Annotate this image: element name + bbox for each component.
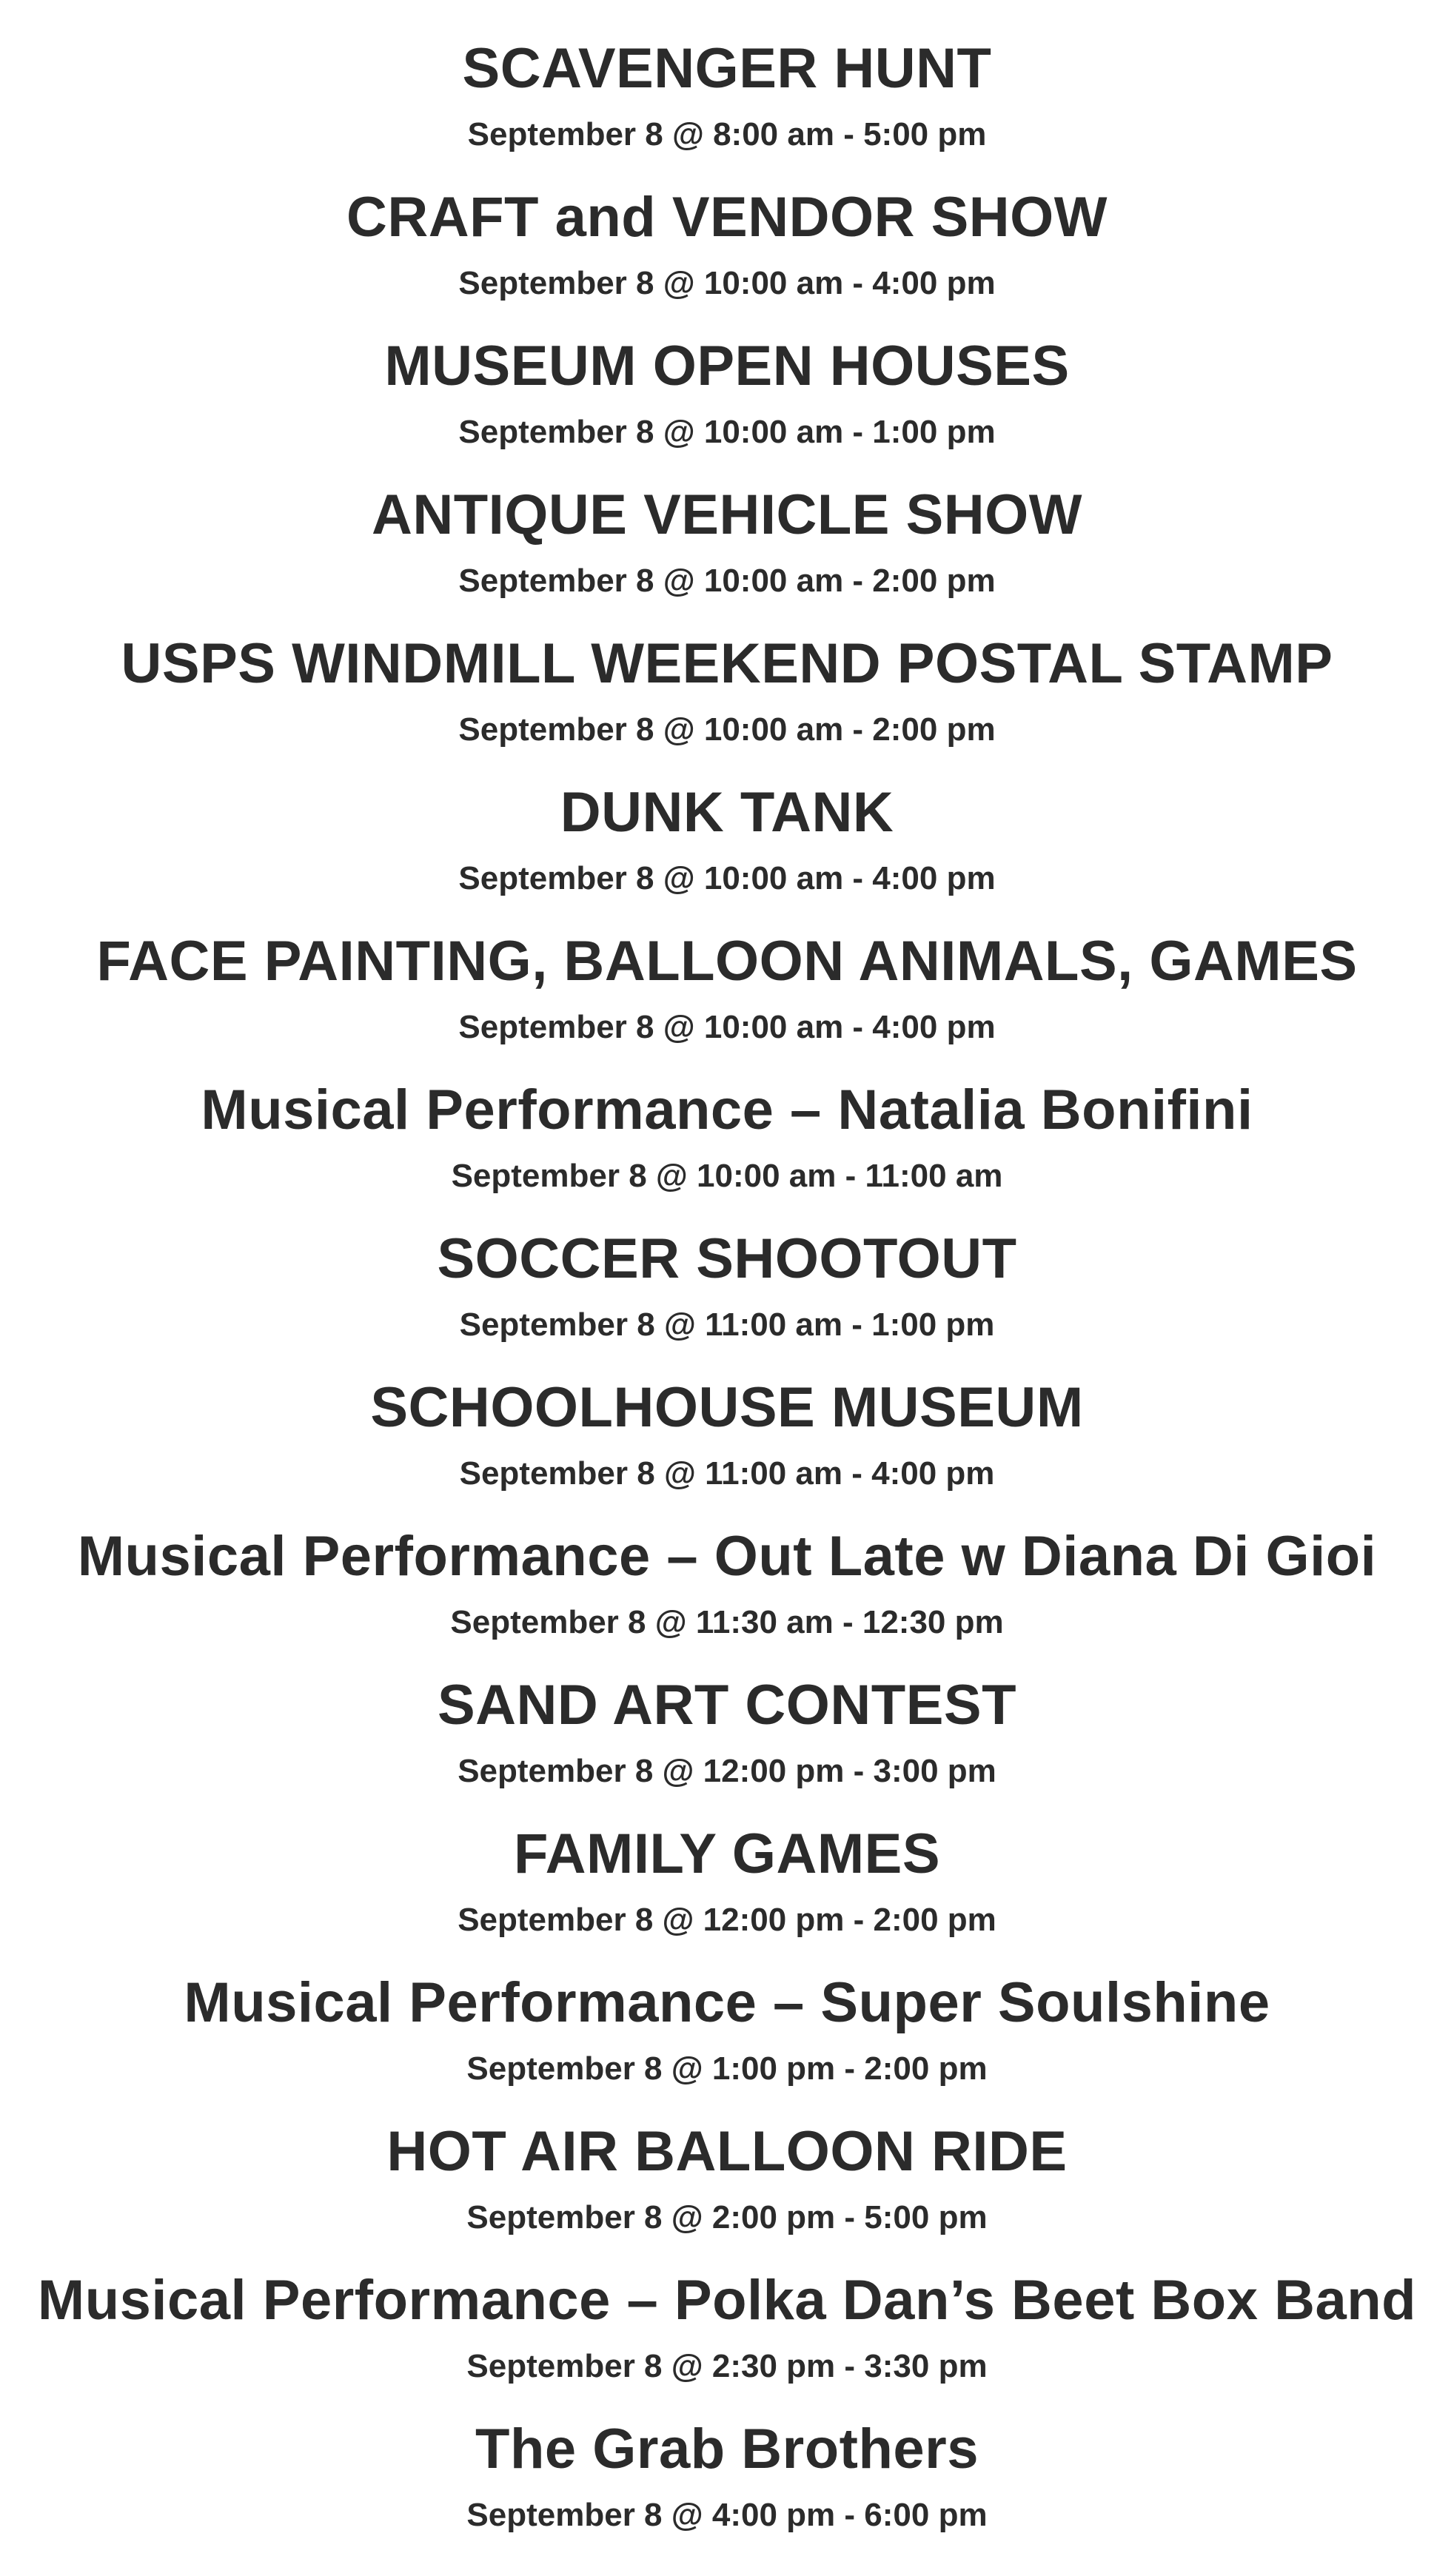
event-title[interactable]: DUNK TANK [560, 781, 894, 844]
event-title[interactable]: CRAFT and VENDOR SHOW [346, 186, 1108, 249]
event-time: September 8 @ 12:00 pm - 3:00 pm [458, 1753, 996, 1789]
event-time: September 8 @ 4:00 pm - 6:00 pm [466, 2497, 988, 2533]
event-item [0, 1375, 1454, 1493]
event-time: September 8 @ 10:00 am - 4:00 pm [458, 265, 996, 301]
event-title[interactable]: USPS WINDMILL WEEKEND POSTAL STAMP [121, 632, 1333, 695]
event-item [0, 1672, 1454, 1791]
event-title[interactable]: FAMILY GAMES [513, 1822, 941, 1885]
event-title[interactable]: SAND ART CONTEST [437, 1674, 1017, 1737]
event-time: September 8 @ 2:00 pm - 5:00 pm [466, 2199, 988, 2235]
event-item [0, 1970, 1454, 2088]
event-title[interactable]: Musical Performance – Out Late w Diana Di Gioi [77, 1525, 1377, 1588]
event-time: September 8 @ 1:00 pm - 2:00 pm [466, 2050, 988, 2087]
event-item [0, 2119, 1454, 2237]
event-item [0, 2416, 1454, 2535]
event-time: September 8 @ 12:00 pm - 2:00 pm [458, 1902, 996, 1938]
event-title[interactable]: Musical Performance – Natalia Bonifini [201, 1079, 1253, 1141]
event-time: September 8 @ 10:00 am - 4:00 pm [458, 860, 996, 896]
event-title[interactable]: SCHOOLHOUSE MUSEUM [370, 1376, 1084, 1439]
event-title[interactable]: SOCCER SHOOTOUT [437, 1227, 1017, 1290]
event-time: September 8 @ 10:00 am - 4:00 pm [458, 1009, 996, 1045]
event-title[interactable]: The Grab Brothers [475, 2418, 979, 2481]
event-item [0, 631, 1454, 749]
event-title[interactable]: HOT AIR BALLOON RIDE [386, 2120, 1068, 2183]
event-title[interactable]: FACE PAINTING, BALLOON ANIMALS, GAMES [96, 930, 1358, 993]
event-time: September 8 @ 8:00 am - 5:00 pm [467, 116, 987, 152]
event-item [0, 1226, 1454, 1344]
event-item [0, 184, 1454, 303]
event-title[interactable]: ANTIQUE VEHICLE SHOW [371, 483, 1083, 546]
event-item [0, 2267, 1454, 2386]
event-title[interactable]: Musical Performance – Polka Dan’s Beet Box Band [37, 2269, 1417, 2332]
event-title[interactable]: SCAVENGER HUNT [462, 37, 992, 100]
event-time: September 8 @ 10:00 am - 11:00 am [451, 1158, 1003, 1194]
event-item [0, 333, 1454, 452]
event-time: September 8 @ 11:00 am - 4:00 pm [459, 1455, 995, 1492]
event-time: September 8 @ 11:30 am - 12:30 pm [450, 1604, 1004, 1640]
event-title[interactable]: MUSEUM OPEN HOUSES [384, 335, 1070, 398]
event-time: September 8 @ 10:00 am - 2:00 pm [458, 563, 996, 599]
event-time: September 8 @ 2:30 pm - 3:30 pm [466, 2348, 988, 2384]
event-time: September 8 @ 11:00 am - 1:00 pm [459, 1307, 995, 1343]
event-item [0, 1077, 1454, 1195]
event-item [0, 779, 1454, 898]
event-title[interactable]: Musical Performance – Super Soulshine [184, 1971, 1270, 2034]
event-time: September 8 @ 10:00 am - 1:00 pm [458, 414, 996, 450]
event-item [0, 1821, 1454, 1939]
event-item [0, 1523, 1454, 1642]
event-item [0, 482, 1454, 600]
event-time: September 8 @ 10:00 am - 2:00 pm [458, 711, 996, 748]
event-item [0, 928, 1454, 1047]
event-item [0, 36, 1454, 154]
